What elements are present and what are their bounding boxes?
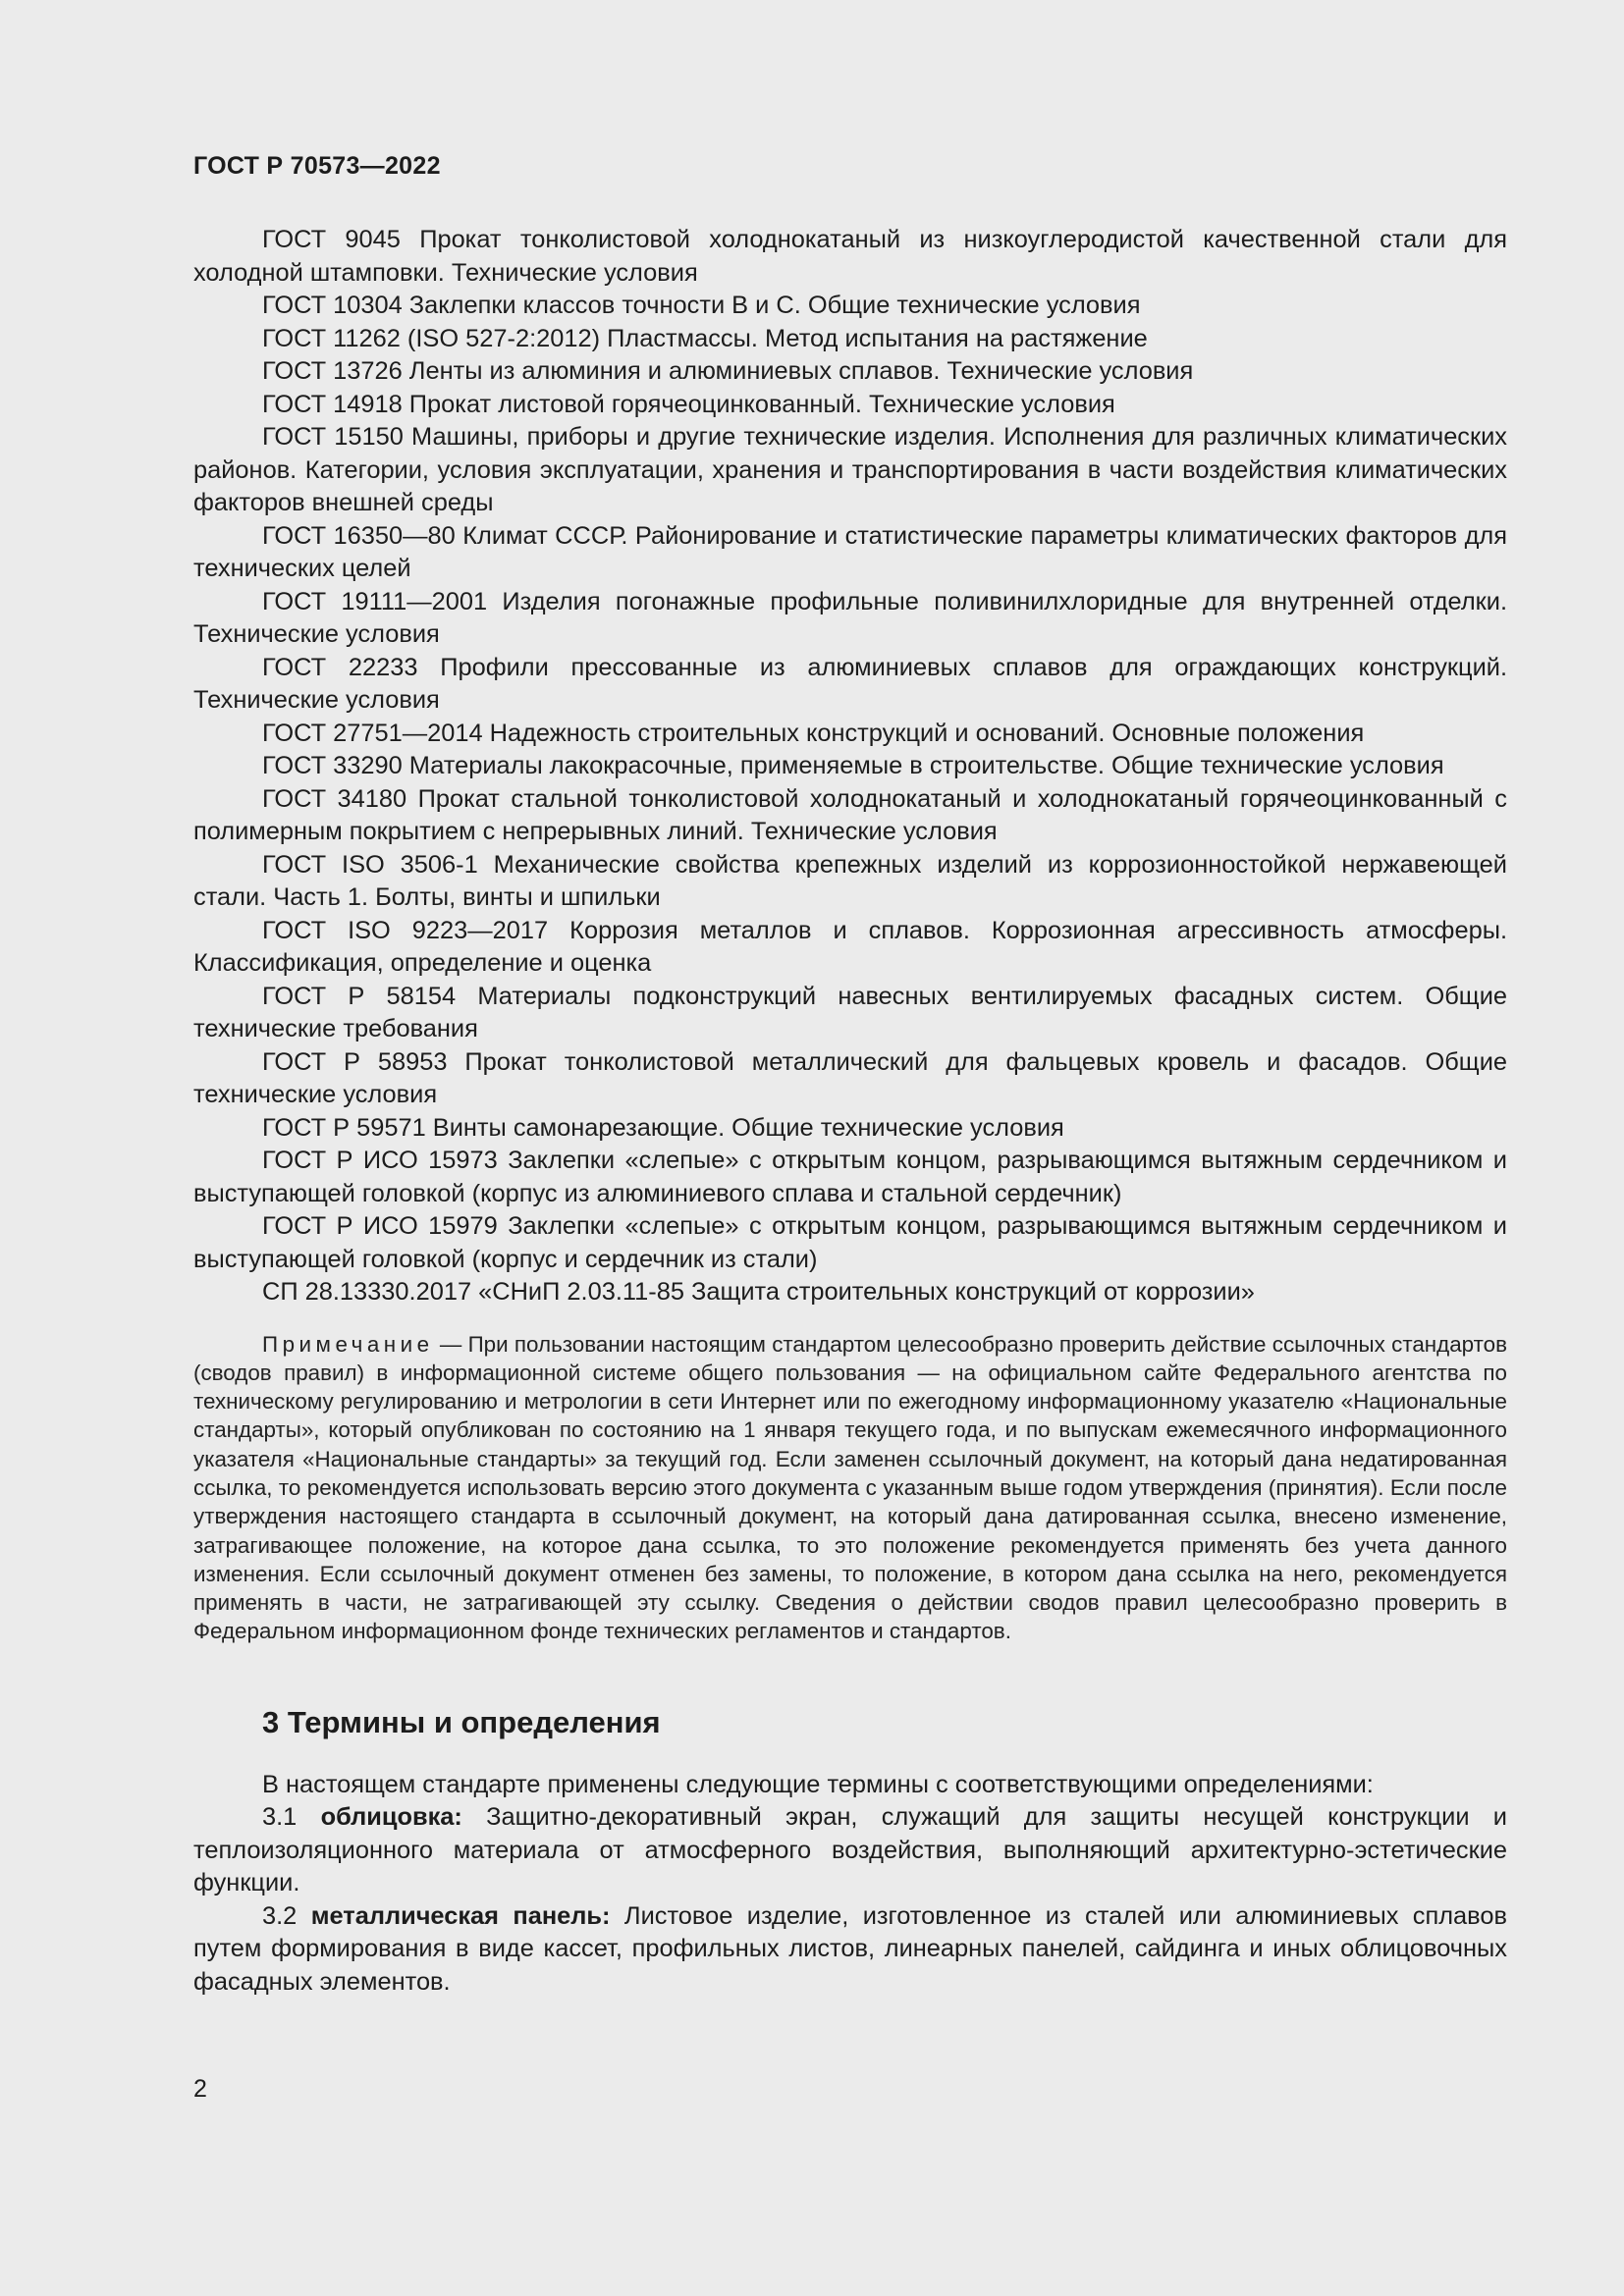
term-number: 3.2 — [262, 1901, 298, 1930]
reference-item: ГОСТ 10304 Заклепки классов точности В и С. Общие технические условия — [262, 292, 1141, 319]
note-paragraph — [193, 1330, 1507, 1646]
reference-item: ГОСТ 13726 Ленты из алюминия и алюминиевых сплавов. Технические условия — [262, 357, 1194, 385]
reference-item: ГОСТ 34180 Прокат стальной тонколистовой холоднокатаный и холоднокатаный горячеоцинкованный с полимерным покрытием с непрерывных линий. Технические условия — [193, 784, 1507, 845]
reference-item: ГОСТ 14918 Прокат листовой горячеоцинкованный. Технические условия — [262, 390, 1115, 418]
document-id-header: ГОСТ Р 70573—2022 — [193, 152, 441, 180]
note-label: Примечание — [262, 1331, 434, 1357]
reference-item: ГОСТ 11262 (ISO 527-2:2012) Пластмассы. Метод испытания на растяжение — [262, 324, 1148, 352]
note-text: — При пользовании настоящим стандартом целесообразно проверить действие ссылочных стандартов (сводов правил) в информационной системе общего пользования — на официальном сайте Федерального агентства по техническому регулированию и метрологии в сети Интернет или по ежегодному информационному указателю «Национальные стандарты», который опубликован по состоянию на 1 января текущего года, и по выпускам ежемесячного информационного указателя «Национальные стандарты» за текущий год. Если заменен ссылочный документ, на который дана недатированная ссылка, то рекомендуется использовать версию этого документа с указанным выше годом утверждения (принятия). Если после утверждения настоящего стандарта в ссылочный документ, на который дана датированная ссылка, внесено изменение, затрагивающее положение, на которое дана ссылка, то это положение рекомендуется применять без учета данного изменения. Если ссылочный документ отменен без замены, то положение, в котором дана ссылка на него, рекомендуется применять в части, не затрагивающей эту ссылку. Сведения о действии сводов правил целесообразно проверить в Федеральном информационном фонде технических регламентов и стандартов. — [193, 1331, 1507, 1644]
reference-item: СП 28.13330.2017 «СНиП 2.03.11-85 Защита строительных конструкций от коррозии» — [262, 1278, 1255, 1306]
reference-item: ГОСТ 15150 Машины, приборы и другие технические изделия. Исполнения для различных климатических районов. Категории, условия эксплуатации, хранения и транспортирования в части воздействия климатических факторов внешней среды — [193, 423, 1507, 516]
reference-item: ГОСТ 19111—2001 Изделия погонажные профильные поливинилхлоридные для внутренней отделки. Технические условия — [193, 587, 1507, 648]
reference-item: ГОСТ ISO 3506-1 Механические свойства крепежных изделий из коррозионностойкой нержавеющей стали. Часть 1. Болты, винты и шпильки — [193, 850, 1507, 911]
term-text: Листовое изделие, изготовленное из сталей или алюминиевых сплавов путем формирования в виде кассет, профильных листов, линеарных панелей, сайдинга и иных облицовочных фасадных элементов. — [193, 1901, 1507, 1996]
term-definition — [193, 1801, 1507, 1900]
reference-item: ГОСТ 22233 Профили прессованные из алюминиевых сплавов для ограждающих конструкций. Технические условия — [193, 653, 1507, 714]
reference-item: ГОСТ ISO 9223—2017 Коррозия металлов и сплавов. Коррозионная агрессивность атмосферы. Классификация, определение и оценка — [193, 916, 1507, 977]
page-content — [193, 224, 1507, 1999]
section-body — [193, 1769, 1507, 2000]
page-number: 2 — [193, 2075, 207, 2103]
reference-item: ГОСТ 9045 Прокат тонколистовой холоднокатаный из низкоуглеродистой качественной стали для холодной штамповки. Технические условия — [193, 226, 1507, 287]
reference-item: ГОСТ Р ИСО 15979 Заклепки «слепые» с открытым концом, разрывающимся вытяжным сердечником и выступающей головкой (корпус и сердечник из стали) — [193, 1212, 1507, 1273]
term-definition — [193, 1900, 1507, 2000]
term-text: Защитно-декоративный экран, служащий для защиты несущей конструкции и теплоизоляционного материала от атмосферного воздействия, выполняющий архитектурно-эстетические функции. — [193, 1803, 1507, 1897]
term-name: облицовка: — [320, 1803, 462, 1832]
term-name: металлическая панель: — [310, 1901, 611, 1930]
reference-item: ГОСТ Р 58154 Материалы подконструкций навесных вентилируемых фасадных систем. Общие технические требования — [193, 982, 1507, 1042]
section-intro: В настоящем стандарте применены следующие термины с соответствующими определениями: — [262, 1770, 1374, 1798]
section-heading: 3 Термины и определения — [262, 1704, 661, 1739]
reference-item: ГОСТ 27751—2014 Надежность строительных конструкций и оснований. Основные положения — [262, 719, 1365, 747]
reference-item: ГОСТ Р ИСО 15973 Заклепки «слепые» с открытым концом, разрывающимся вытяжным сердечником и выступающей головкой (корпус из алюминиевого сплава и стальной сердечник) — [193, 1147, 1507, 1207]
reference-item: ГОСТ 33290 Материалы лакокрасочные, применяемые в строительстве. Общие технические условия — [262, 752, 1444, 779]
reference-item: ГОСТ Р 59571 Винты самонарезающие. Общие технические условия — [262, 1113, 1064, 1142]
reference-item: ГОСТ Р 58953 Прокат тонколистовой металлический для фальцевых кровель и фасадов. Общие технические условия — [193, 1047, 1507, 1108]
normative-references-list — [193, 224, 1507, 1309]
term-number: 3.1 — [262, 1803, 298, 1832]
reference-item: ГОСТ 16350—80 Климат СССР. Районирование и статистические параметры климатических факторов для технических целей — [193, 521, 1507, 582]
